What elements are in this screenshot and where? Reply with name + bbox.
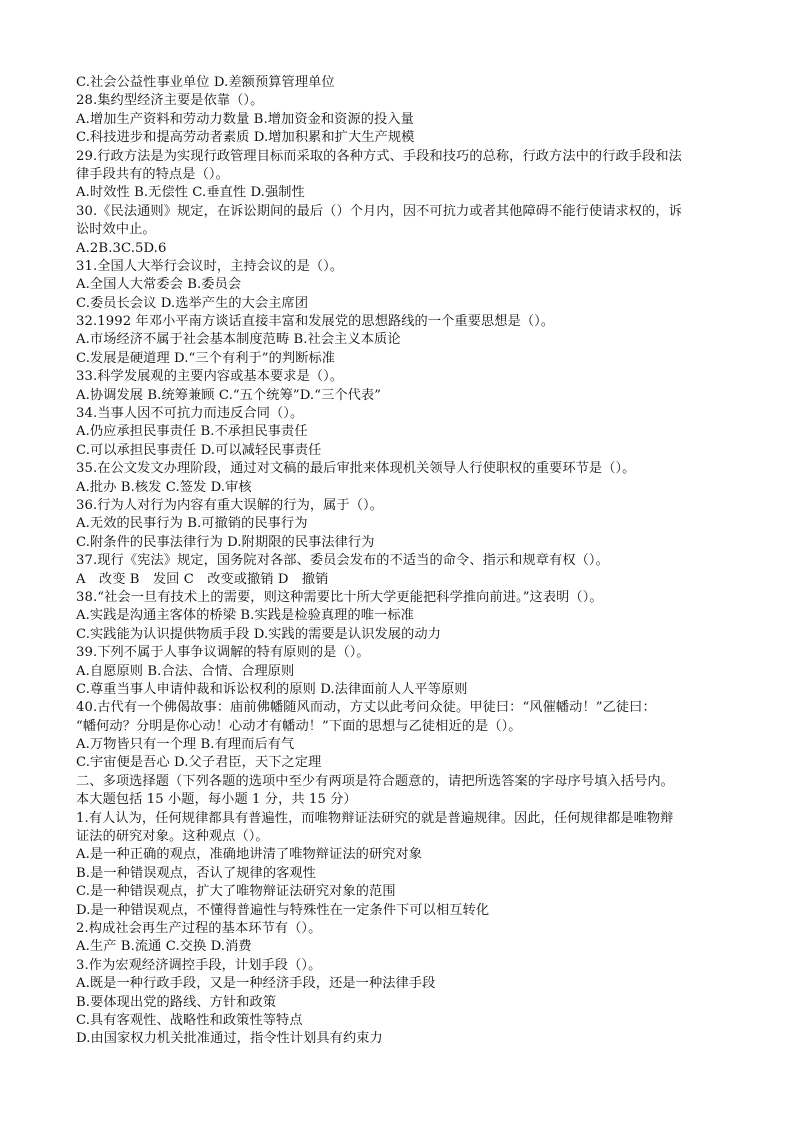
text-line: B.是一种错误观点，否认了规律的客观性 [76,865,316,881]
text-line: 证法的研究对象。这种观点（）。 [76,829,269,845]
text-line: 律手段共有的特点是（）。 [76,166,229,182]
text-line: 28.集约型经济主要是依靠（）。 [76,93,264,109]
text-line: 40.古代有一个佛偈故事：庙前佛幡随风而动，方丈以此考问众徒。甲徒曰：“风催幡动！”乙徒曰： [76,700,656,716]
text-line: C.实践能为认识提供物质手段 D.实践的需要是认识发展的动力 [76,626,441,642]
text-line: A.自愿原则 B.合法、合情、合理原则 [76,663,295,679]
text-line: 3.作为宏观经济调控手段，计划手段（）。 [76,957,322,973]
text-line: 39.下列不属于人事争议调解的特有原则的是（）。 [76,645,370,661]
text-line: 2.构成社会再生产过程的基本环节有（）。 [76,920,322,936]
document-body [76,74,726,1049]
text-line: 二、多项选择题（下列各题的选项中至少有两项是符合题意的，请把所选答案的字母序号填入括号内。 [76,773,674,789]
text-line: 讼时效中止。 [76,222,156,238]
text-line: 36.行为人对行为内容有重大误解的行为，属于（）。 [76,497,383,513]
text-line: A 改变 B 发回 C 改变或撤销 D 撤销 [76,571,329,587]
text-line: A.万物皆只有一个理 B.有理而后有气 [76,737,295,753]
text-line: 37.现行《宪法》规定，国务院对各部、委员会发布的不适当的命令、指示和规章有权（）。 [76,553,609,569]
text-line: C.尊重当事人申请仲裁和诉讼权利的原则 D.法律面前人人平等原则 [76,681,468,697]
text-line: A.协调发展 B.统筹兼顾 C.“五个统筹”D.“三个代表” [76,387,382,403]
text-line: C.科技进步和提高劳动者素质 D.增加积累和扩大生产规模 [76,130,415,146]
text-line: 38.“社会一旦有技术上的需要，则这种需要比十所大学更能把科学推向前进。”这表明（）。 [76,589,603,605]
text-line: D.由国家权力机关批准通过，指令性计划具有约束力 [76,1031,383,1047]
text-line: 31.全国人大举行会议时，主持会议的是（）。 [76,258,344,274]
text-line: C.社会公益性事业单位 D.差额预算管理单位 [76,75,335,90]
text-line: 30.《民法通则》规定，在诉讼期间的最后（）个月内，因不可抗力或者其他障碍不能行使请求权的，诉 [76,203,682,219]
text-line: 本大题包括 15 小题，每小题 1 分，共 15 分） [76,792,357,808]
text-line: A.生产 B.流通 C.交换 D.消费 [76,939,252,955]
text-line: C.是一种错误观点，扩大了唯物辩证法研究对象的范围 [76,884,396,900]
text-line: A.批办 B.核发 C.签发 D.审核 [76,479,252,495]
text-line: C.宇宙便是吾心 D.父子君臣，天下之定理 [76,755,322,771]
text-line: A.时效性 B.无偿性 C.垂直性 D.强制性 [76,185,305,201]
text-line: C.发展是硬道理 D.“三个有利于”的判断标准 [76,350,336,366]
text-line: “幡何动？分明是你心动！心动才有幡动！”下面的思想与乙徒相近的是（）。 [76,718,522,734]
text-line: C.可以承担民事责任 D.可以减轻民事责任 [76,442,322,458]
text-line: D.是一种错误观点，不懂得普遍性与特殊性在一定条件下可以相互转化 [76,902,490,918]
text-line: A.既是一种行政手段，又是一种经济手段，还是一种法律手段 [76,976,436,992]
text-line: C.附条件的民事法律行为 D.附期限的民事法律行为 [76,534,375,550]
text-line: A.实践是沟通主客体的桥梁 B.实践是检验真理的唯一标准 [76,608,414,624]
text-line: 34.当事人因不可抗力而违反合同（）。 [76,406,304,422]
text-line: A.全国人大常委会 B.委员会 [76,277,242,293]
text-line: B.要体现出党的路线、方针和政策 [76,994,277,1010]
text-line: 33.科学发展观的主要内容或基本要求是（）。 [76,369,344,385]
text-line: 35.在公文发文办理阶段，通过对文稿的最后审批来体现机关领导人行使职权的重要环节是（）。 [76,461,636,477]
text-line: C.具有客观性、战略性和政策性等特点 [76,1012,303,1028]
text-line: A.是一种正确的观点，准确地讲清了唯物辩证法的研究对象 [76,847,423,863]
text-line: 29.行政方法是为实现行政管理目标而采取的各种方式、手段和技巧的总称，行政方法中的行政手段和法 [76,148,682,164]
text-line: A.仍应承担民事责任 B.不承担民事责任 [76,424,308,440]
text-line: A.2B.3C.5D.6 [76,240,167,256]
text-line: C.委员长会议 D.选举产生的大会主席团 [76,295,309,311]
text-line: 1.有人认为，任何规律都具有普遍性，而唯物辩证法研究的就是普遍规律。因此，任何规律都是唯物辩 [76,810,674,826]
text-line: A.无效的民事行为 B.可撤销的民事行为 [76,516,308,532]
text-line: 32.1992 年邓小平南方谈话直接丰富和发展党的思想路线的一个重要思想是（）。 [76,314,555,330]
text-line: A.市场经济不属于社会基本制度范畴 B.社会主义本质论 [76,332,401,348]
text-line: A.增加生产资料和劳动力数量 B.增加资金和资源的投入量 [76,111,414,127]
